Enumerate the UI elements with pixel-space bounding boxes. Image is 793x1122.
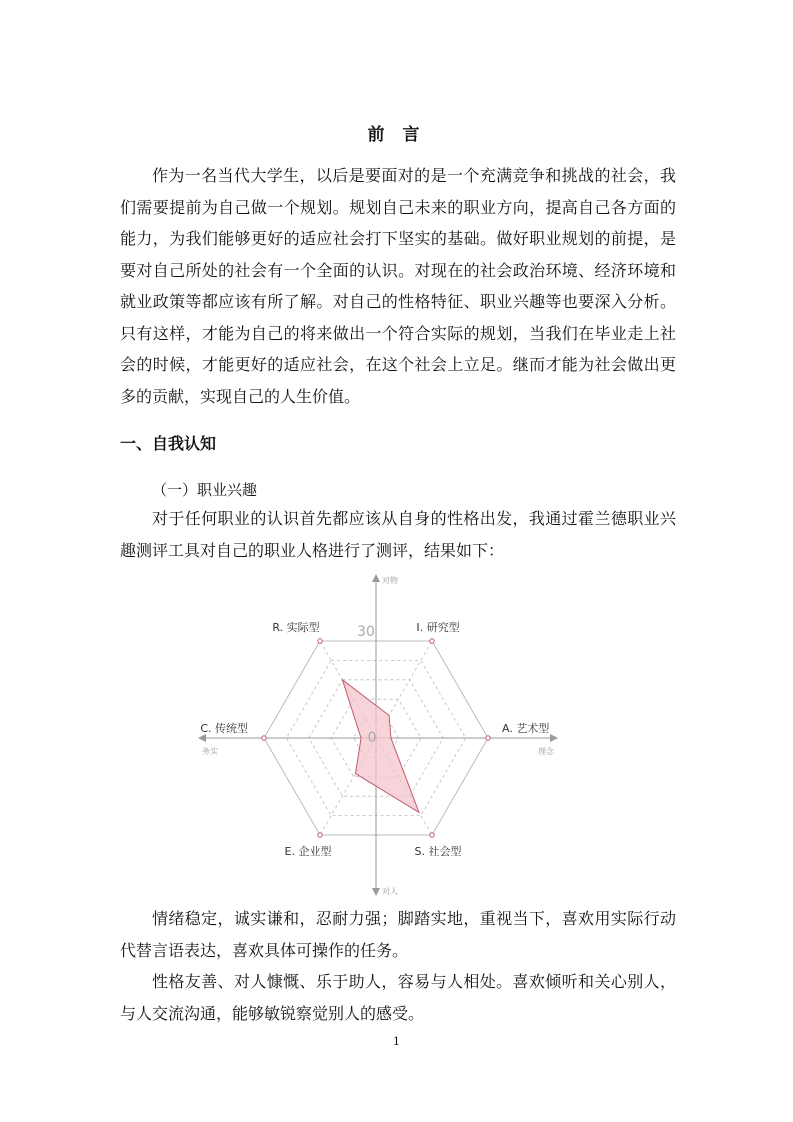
page-number: 1	[393, 1035, 400, 1048]
axis-label-0: R. 实际型	[272, 621, 320, 635]
vertex-dot-3	[430, 833, 434, 837]
axis-label-5: C. 传统型	[200, 722, 248, 735]
direction-label-right: 理念	[538, 747, 554, 756]
axis-label-1: I. 研究型	[416, 621, 460, 635]
vertex-dot-4	[318, 833, 322, 837]
radar-data-polygon	[342, 680, 419, 813]
scale-label-min: 0	[367, 730, 377, 746]
direction-label-top: 对物	[382, 576, 398, 585]
vertex-dot-0	[318, 639, 322, 643]
direction-label-left: 务实	[202, 747, 218, 756]
vertex-dot-2	[486, 736, 490, 740]
vertex-dot-1	[430, 639, 434, 643]
section-heading-self-awareness: 一、自我认知	[120, 434, 217, 453]
axis-label-2: A. 艺术型	[502, 722, 550, 735]
interest-test-paragraph: 对于任何职业的认识首先都应该从自身的性格出发，我通过霍兰德职业兴趣测评工具对自己的职业人格进行了测评，结果如下：	[120, 509, 676, 560]
intro-paragraph: 作为一名当代大学生，以后是要面对的是一个充满竞争和挑战的社会，我们需要提前为自己做一个规划。规划自己未来的职业方向，提高自己各方面的能力，为我们能够更好的适应社会打下坚实的基础。做好职业规划的前提，是要对自己所处的社会有一个全面的认识。对现在的社会政治环境、经济环境和就业政策等都应该有所了解。对自己的性格特征、职业兴趣等也要深入分析。只有这样，才能为自己的将来做出一个符合实际的规划，当我们在毕业走上社会的时候，才能更好的适应社会，在这个社会上立足。继而才能为社会做出更多的贡献，实现自己的人生价值。	[120, 166, 676, 406]
page-title: 前 言	[367, 125, 426, 145]
personality-paragraph-2: 性格友善、对人慷慨、乐于助人，容易与人相处。喜欢倾听和关心别人，与人交流沟通，能够敏锐察觉别人的感受。	[120, 972, 676, 1023]
direction-label-bottom: 对人	[382, 887, 398, 896]
personality-paragraph-1: 情绪稳定，诚实谦和，忍耐力强；脚踏实地，重视当下，喜欢用实际行动代替言语表达，喜欢具体可操作的任务。	[120, 909, 676, 960]
scale-label-max: 30	[357, 624, 375, 640]
axis-label-3: S. 社会型	[414, 844, 462, 858]
subsection-heading-career-interest: （一）职业兴趣	[152, 481, 258, 499]
vertex-dot-5	[262, 736, 266, 740]
radar-svg	[190, 572, 570, 902]
holland-radar-chart	[190, 572, 570, 902]
axis-label-4: E. 企业型	[284, 844, 332, 858]
